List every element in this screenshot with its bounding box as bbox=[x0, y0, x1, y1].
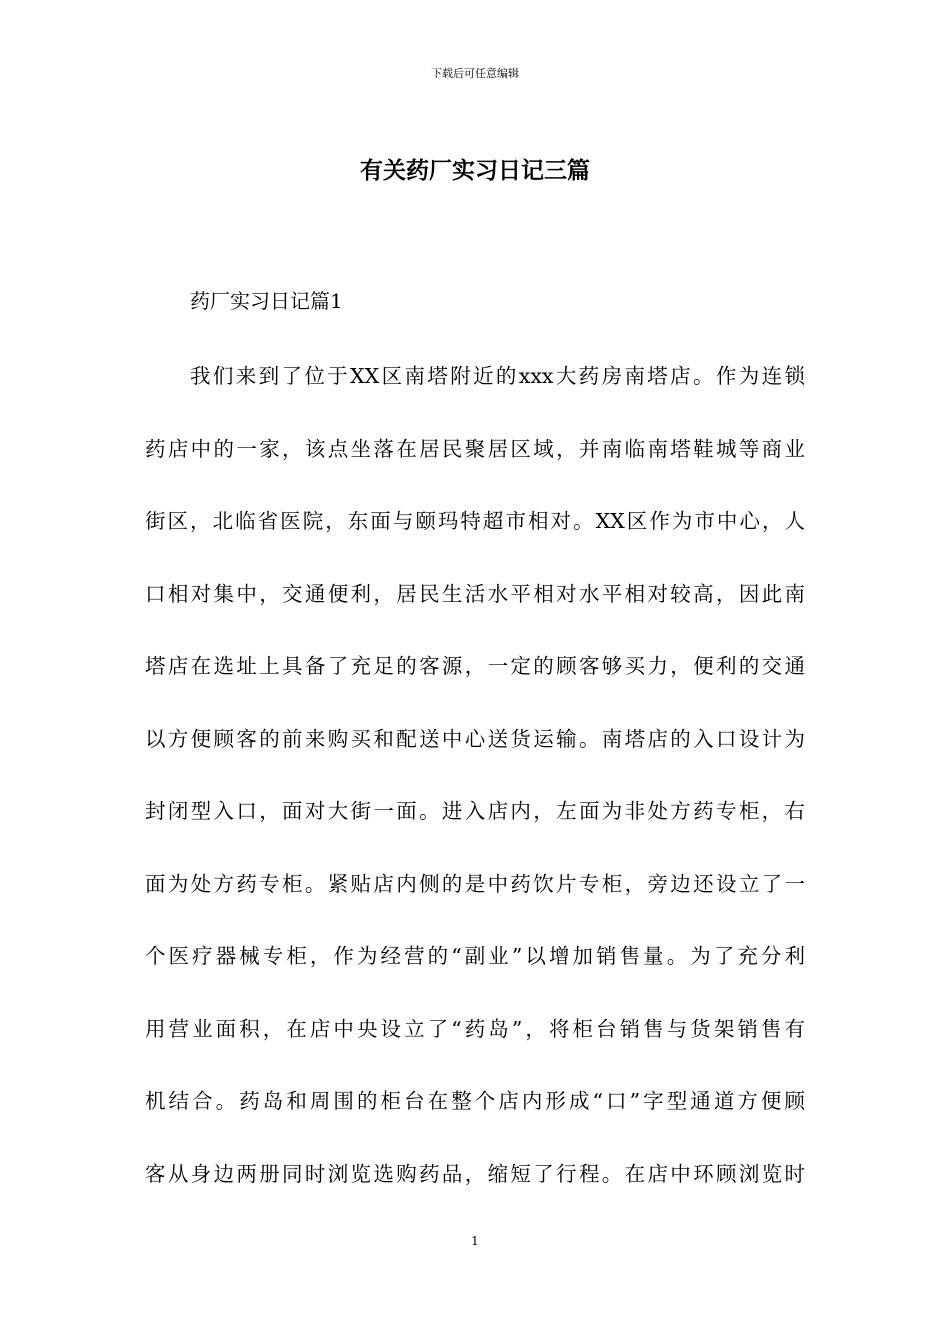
paragraph-line: 封闭型入口，面对大街一面。进入店内，左面为非处方药专柜，右 bbox=[145, 799, 805, 823]
paragraph-line: 面为处方药专柜。紧贴店内侧的是中药饮片专柜，旁边还设立了一 bbox=[145, 871, 805, 896]
body-paragraph bbox=[145, 358, 805, 1228]
paragraph-line: 街区，北临省医院，东面与颐玛特超市相对。XX区作为市中心，人 bbox=[145, 509, 805, 533]
paragraph-line: 客从身边两册同时浏览选购药品，缩短了行程。在店中环顾浏览时 bbox=[145, 1161, 805, 1186]
header-note: 下载后可任意编辑 bbox=[431, 67, 519, 80]
paragraph-line: 口相对集中，交通便利，居民生活水平相对水平相对较高，因此南 bbox=[145, 581, 805, 606]
paragraph-line: 以方便顾客的前来购买和配送中心送货运输。南塔店的入口设计为 bbox=[145, 726, 805, 751]
document-title: 有关药厂实习日记三篇 bbox=[360, 157, 590, 184]
paragraph-line: 个医疗器械专柜，作为经营的“副业”以增加销售量。为了充分利 bbox=[145, 944, 805, 968]
paragraph-line: 我们来到了位于XX区南塔附近的xxx大药房南塔店。作为连锁 bbox=[190, 364, 805, 388]
page-number: 1 bbox=[471, 1234, 479, 1248]
paragraph-line: 塔店在选址上具备了充足的客源，一定的顾客够买力，便利的交通 bbox=[145, 654, 805, 678]
paragraph-line: 用营业面积，在店中央设立了“药岛”，将柜台销售与货架销售有 bbox=[145, 1016, 805, 1041]
paragraph-line: 药店中的一家，该点坐落在居民聚居区域，并南临南塔鞋城等商业 bbox=[145, 436, 805, 461]
paragraph-line: 机结合。药岛和周围的柜台在整个店内形成“口”字型通道方便顾 bbox=[145, 1089, 805, 1113]
section-heading: 药厂实习日记篇1 bbox=[190, 289, 343, 313]
